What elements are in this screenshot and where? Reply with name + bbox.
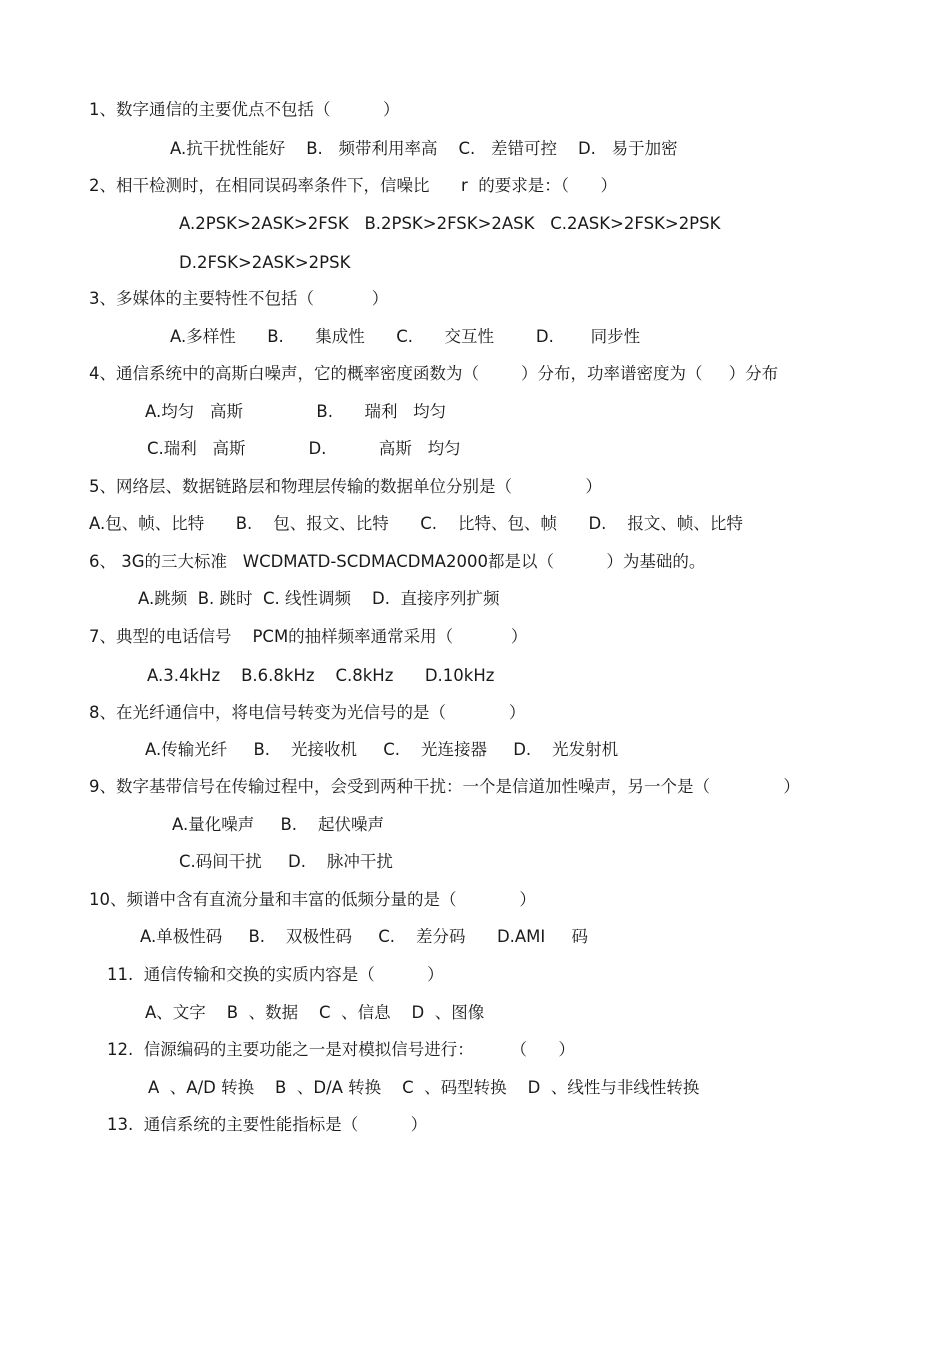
question-5-options: A.包、帧、比特 B. 包、报文、比特 C. 比特、包、帧 D. 报文、帧、比特 xyxy=(89,514,743,533)
question-4-options-line2: C.瑞利 高斯 D. 高斯 均匀 xyxy=(147,439,461,458)
question-5-stem: 5、网络层、数据链路层和物理层传输的数据单位分别是（ ） xyxy=(89,477,602,496)
question-1-options: A.抗干扰性能好 B. 频带利用率高 C. 差错可控 D. 易于加密 xyxy=(170,139,678,158)
question-12-options: A 、A/D 转换 B 、D/A 转换 C 、码型转换 D 、线性与非线性转换 xyxy=(148,1078,700,1097)
question-1-stem: 1、数字通信的主要优点不包括（ ） xyxy=(89,100,400,119)
question-9-options: A.量化噪声 B. 起伏噪声 xyxy=(172,815,385,834)
question-2-options: A.2PSK>2ASK>2FSK B.2PSK>2FSK>2ASK C.2ASK>2FSK>2PSK xyxy=(179,214,721,233)
question-8-options: A.传输光纤 B. 光接收机 C. 光连接器 D. 光发射机 xyxy=(145,740,619,759)
question-10-options: A.单极性码 B. 双极性码 C. 差分码 D.AMI 码 xyxy=(140,927,589,946)
question-6-options: A.跳频 B. 跳时 C. 线性调频 D. 直接序列扩频 xyxy=(138,589,500,608)
question-7-options: A.3.4kHz B.6.8kHz C.8kHz D.10kHz xyxy=(147,666,495,685)
question-7-stem: 7、典型的电话信号 PCM的抽样频率通常采用（ ） xyxy=(89,627,528,646)
question-4-options: A.均匀 高斯 B. 瑞利 均匀 xyxy=(145,402,447,421)
question-6-stem: 6、 3G的三大标准 WCDMATD-SCDMACDMA2000都是以（ ）为基础的。 xyxy=(89,552,706,571)
question-13-stem: 13. 通信系统的主要性能指标是（ ） xyxy=(107,1115,428,1134)
question-3-stem: 3、多媒体的主要特性不包括（ ） xyxy=(89,289,389,308)
question-3-options: A.多样性 B. 集成性 C. 交互性 D. 同步性 xyxy=(170,327,641,346)
question-8-stem: 8、在光纤通信中，将电信号转变为光信号的是（ ） xyxy=(89,703,526,722)
question-10-stem: 10、频谱中含有直流分量和丰富的低频分量的是（ ） xyxy=(89,890,536,909)
question-9-stem: 9、数字基带信号在传输过程中，会受到两种干扰：一个是信道加性噪声，另一个是（ ） xyxy=(89,777,800,796)
question-11-options: A、文字 B 、数据 C 、信息 D 、图像 xyxy=(145,1003,485,1022)
question-9-options-line2: C.码间干扰 D. 脉冲干扰 xyxy=(179,852,393,871)
question-2-stem: 2、相干检测时，在相同误码率条件下，信噪比 r 的要求是：（ ） xyxy=(89,176,617,195)
question-2-options-line2: D.2FSK>2ASK>2PSK xyxy=(179,253,351,272)
question-4-stem: 4、通信系统中的高斯白噪声，它的概率密度函数为（ ）分布，功率谱密度为（ ）分布 xyxy=(89,364,779,383)
question-11-stem: 11. 通信传输和交换的实质内容是（ ） xyxy=(107,965,444,984)
question-12-stem: 12. 信源编码的主要功能之一是对模拟信号进行： （ ） xyxy=(107,1040,575,1059)
